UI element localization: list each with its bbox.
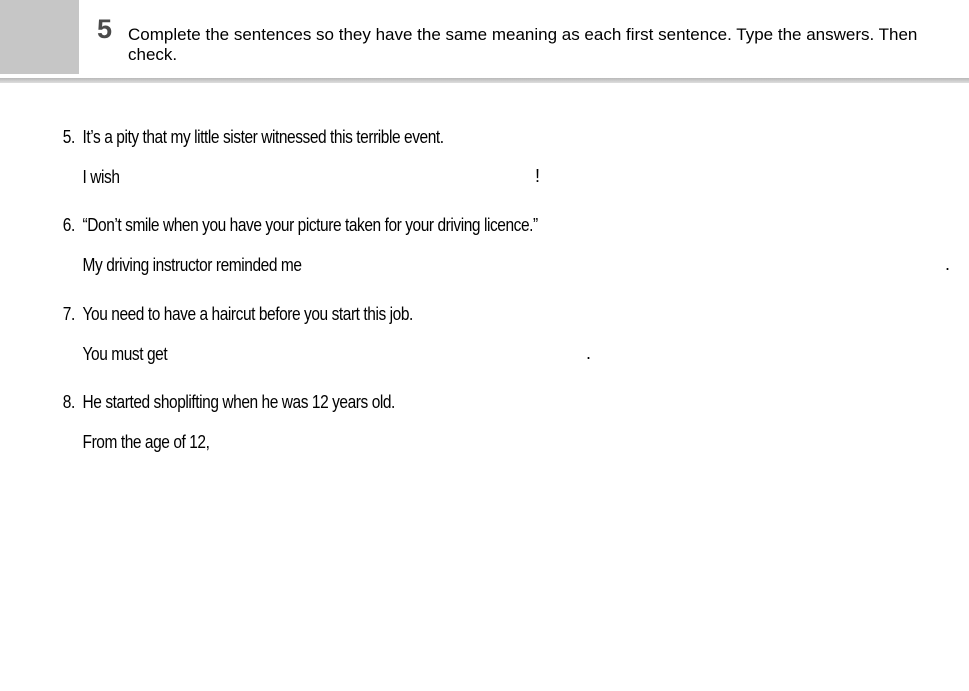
item-number: 7. — [62, 304, 75, 324]
header-tab — [0, 0, 79, 74]
item-sentence: “Don’t smile when you have your picture taken for your driving licence.” — [82, 215, 538, 235]
item-number: 5. — [62, 127, 75, 147]
item-prompt: I wish — [82, 167, 120, 187]
item-ending: . — [586, 343, 592, 363]
item-number: 6. — [62, 215, 75, 235]
item-sentence: He started shoplifting when he was 12 years old. — [82, 392, 395, 412]
item-ending: ! — [535, 166, 541, 186]
exercise-instruction: Complete the sentences so they have the same meaning as each first sentence. Type the answers. Then check. — [128, 25, 918, 64]
header-divider — [0, 78, 969, 83]
answer-input-7[interactable] — [198, 340, 582, 366]
exercise-number: 5 — [97, 14, 113, 44]
item-ending: . — [945, 254, 951, 274]
item-prompt: My driving instructor reminded me — [82, 255, 302, 275]
item-sentence: It’s a pity that my little sister witnessed this terrible event. — [82, 127, 444, 147]
item-prompt: From the age of 12, — [82, 432, 210, 452]
exercise-header — [0, 0, 969, 80]
item-prompt: You must get — [82, 344, 168, 364]
item-sentence: You need to have a haircut before you start this job. — [82, 304, 413, 324]
answer-input-8[interactable] — [246, 428, 846, 454]
item-number: 8. — [62, 392, 75, 412]
answer-input-5[interactable] — [146, 163, 532, 189]
answer-input-6[interactable] — [360, 251, 940, 277]
